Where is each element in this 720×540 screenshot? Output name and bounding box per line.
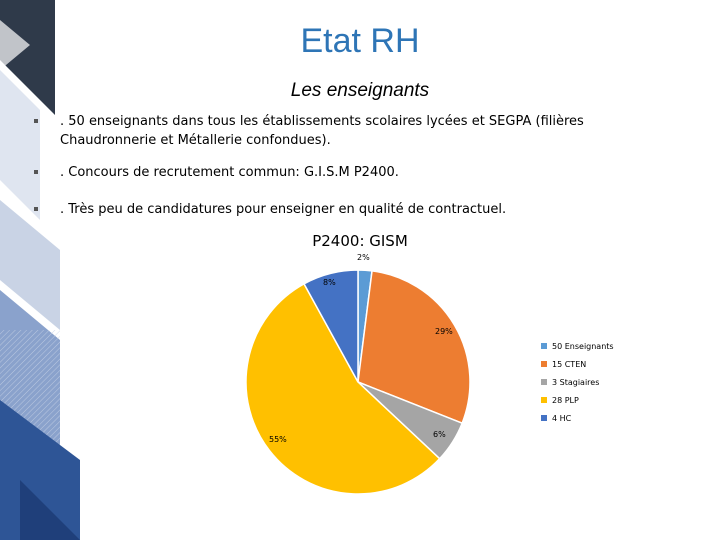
bullet-text: . Très peu de candidatures pour enseigner en qualité de contractuel. bbox=[60, 202, 507, 217]
chart-title: P2400: GISM bbox=[312, 232, 408, 250]
page-title: Etat RH bbox=[300, 22, 420, 60]
legend-swatch bbox=[541, 379, 547, 385]
legend-swatch bbox=[541, 343, 547, 349]
pie-data-label: 55% bbox=[269, 435, 287, 444]
legend-label: 50 Enseignants bbox=[552, 341, 614, 351]
pie-data-label: 29% bbox=[435, 327, 453, 336]
legend-item bbox=[541, 391, 661, 409]
legend-item bbox=[541, 409, 661, 427]
legend-label: 15 CTEN bbox=[552, 359, 587, 369]
legend-item bbox=[541, 373, 661, 391]
legend-label: 4 HC bbox=[552, 413, 572, 423]
legend-swatch bbox=[541, 397, 547, 403]
legend-item bbox=[541, 337, 661, 355]
page-subtitle: Les enseignants bbox=[290, 80, 430, 101]
pie-data-label: 2% bbox=[357, 253, 370, 262]
legend-label: 3 Stagiaires bbox=[552, 377, 600, 387]
legend-label: 28 PLP bbox=[552, 395, 579, 405]
chart-legend bbox=[541, 337, 661, 427]
bullet-text: . 50 enseignants dans tous les établissements scolaires lycées et SEGPA (filières Chaudronnerie et Métallerie confondues). bbox=[60, 114, 584, 148]
legend-item bbox=[541, 355, 661, 373]
legend-swatch bbox=[541, 415, 547, 421]
pie-data-label: 6% bbox=[433, 430, 446, 439]
bullet-text: . Concours de recrutement commun: G.I.S.M P2400. bbox=[60, 165, 399, 180]
legend-swatch bbox=[541, 361, 547, 367]
pie-data-label: 8% bbox=[323, 278, 336, 287]
